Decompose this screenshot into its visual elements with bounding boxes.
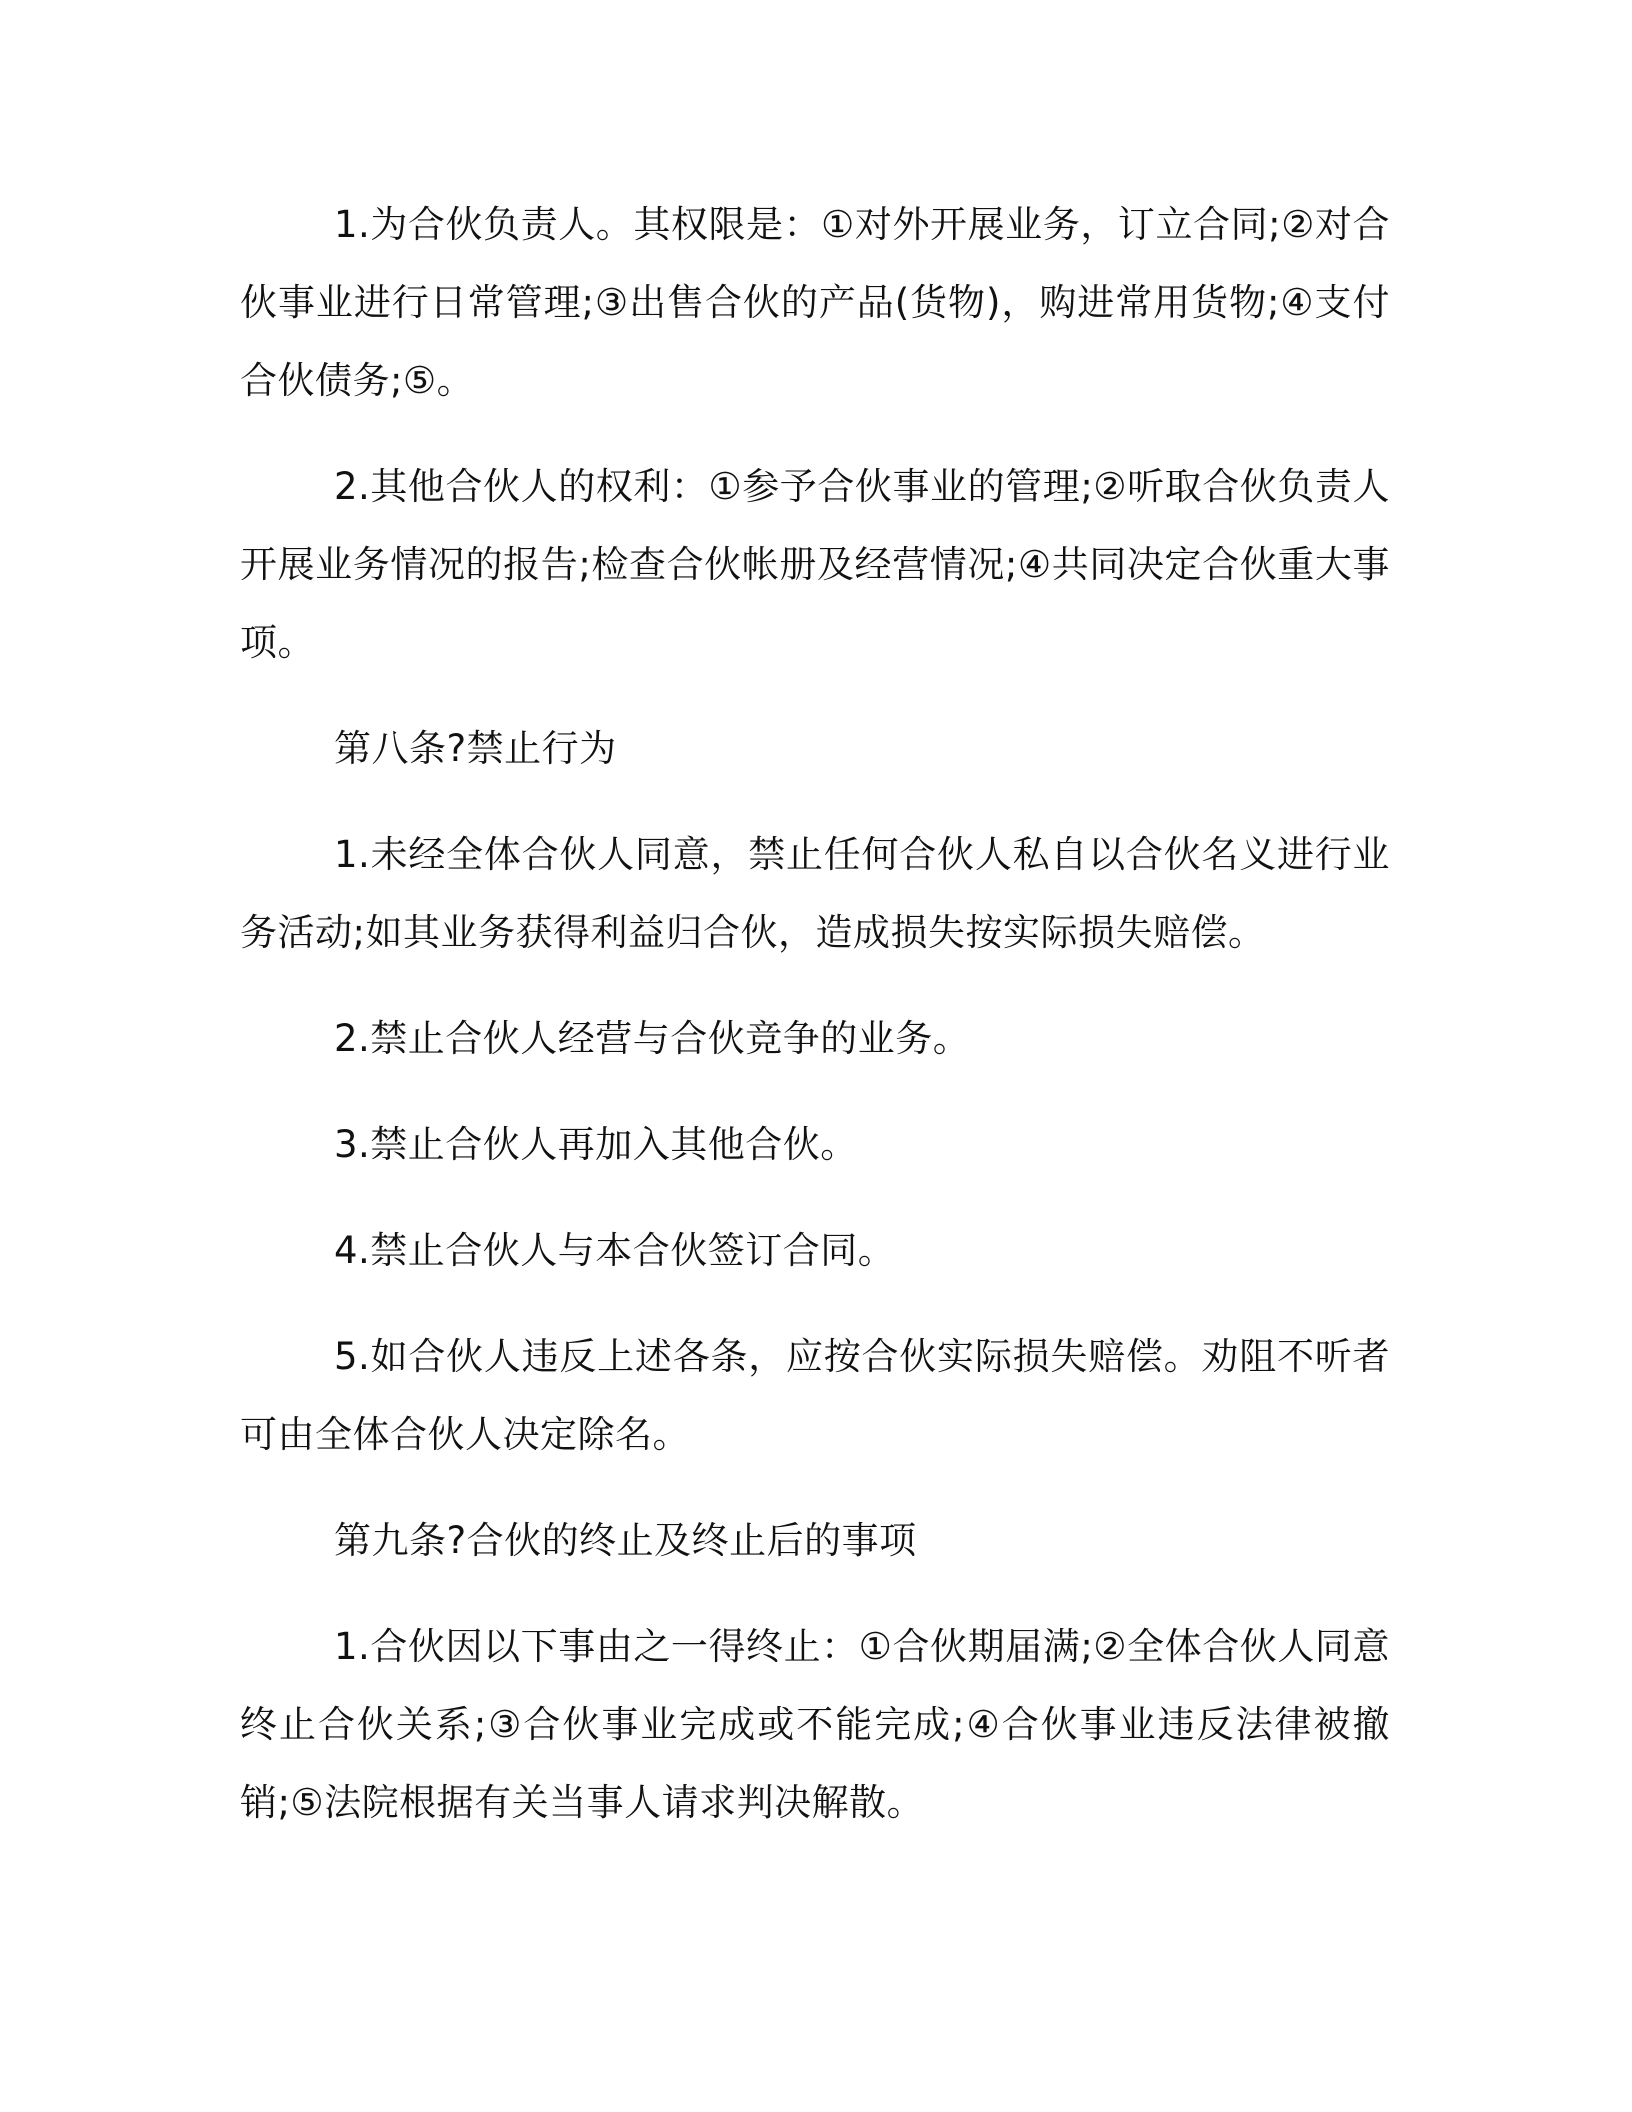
paragraph-termination-1: 1.合伙因以下事由之一得终止：①合伙期届满;②全体合伙人同意终止合伙关系;③合伙事业完成或不能完成;④合伙事业违反法律被撤销;⑤法院根据有关当事人请求判决解散。 [240, 1625, 1390, 1824]
paragraph-prohibition-5: 5.如合伙人违反上述各条，应按合伙实际损失赔偿。劝阻不听者可由全体合伙人决定除名。 [240, 1335, 1390, 1456]
paragraph-prohibition-2: 2.禁止合伙人经营与合伙竞争的业务。 [334, 1017, 971, 1060]
article-9-heading: 第九条?合伙的终止及终止后的事项 [334, 1519, 917, 1562]
paragraph-prohibition-3: 3.禁止合伙人再加入其他合伙。 [334, 1123, 858, 1166]
article-8-heading: 第八条?禁止行为 [334, 727, 617, 770]
paragraph-prohibition-1: 1.未经全体合伙人同意，禁止任何合伙人私自以合伙名义进行业务活动;如其业务获得利益归合伙，造成损失按实际损失赔偿。 [240, 833, 1390, 954]
paragraph-manager-powers: 1.为合伙负责人。其权限是：①对外开展业务，订立合同;②对合伙事业进行日常管理;③出售合伙的产品(货物)，购进常用货物;④支付合伙债务;⑤。 [240, 203, 1390, 402]
paragraph-prohibition-4: 4.禁止合伙人与本合伙签订合同。 [334, 1229, 896, 1272]
paragraph-other-partner-rights: 2.其他合伙人的权利：①参予合伙事业的管理;②听取合伙负责人开展业务情况的报告;检查合伙帐册及经营情况;④共同决定合伙重大事项。 [240, 465, 1390, 664]
document-body [240, 186, 1390, 1842]
